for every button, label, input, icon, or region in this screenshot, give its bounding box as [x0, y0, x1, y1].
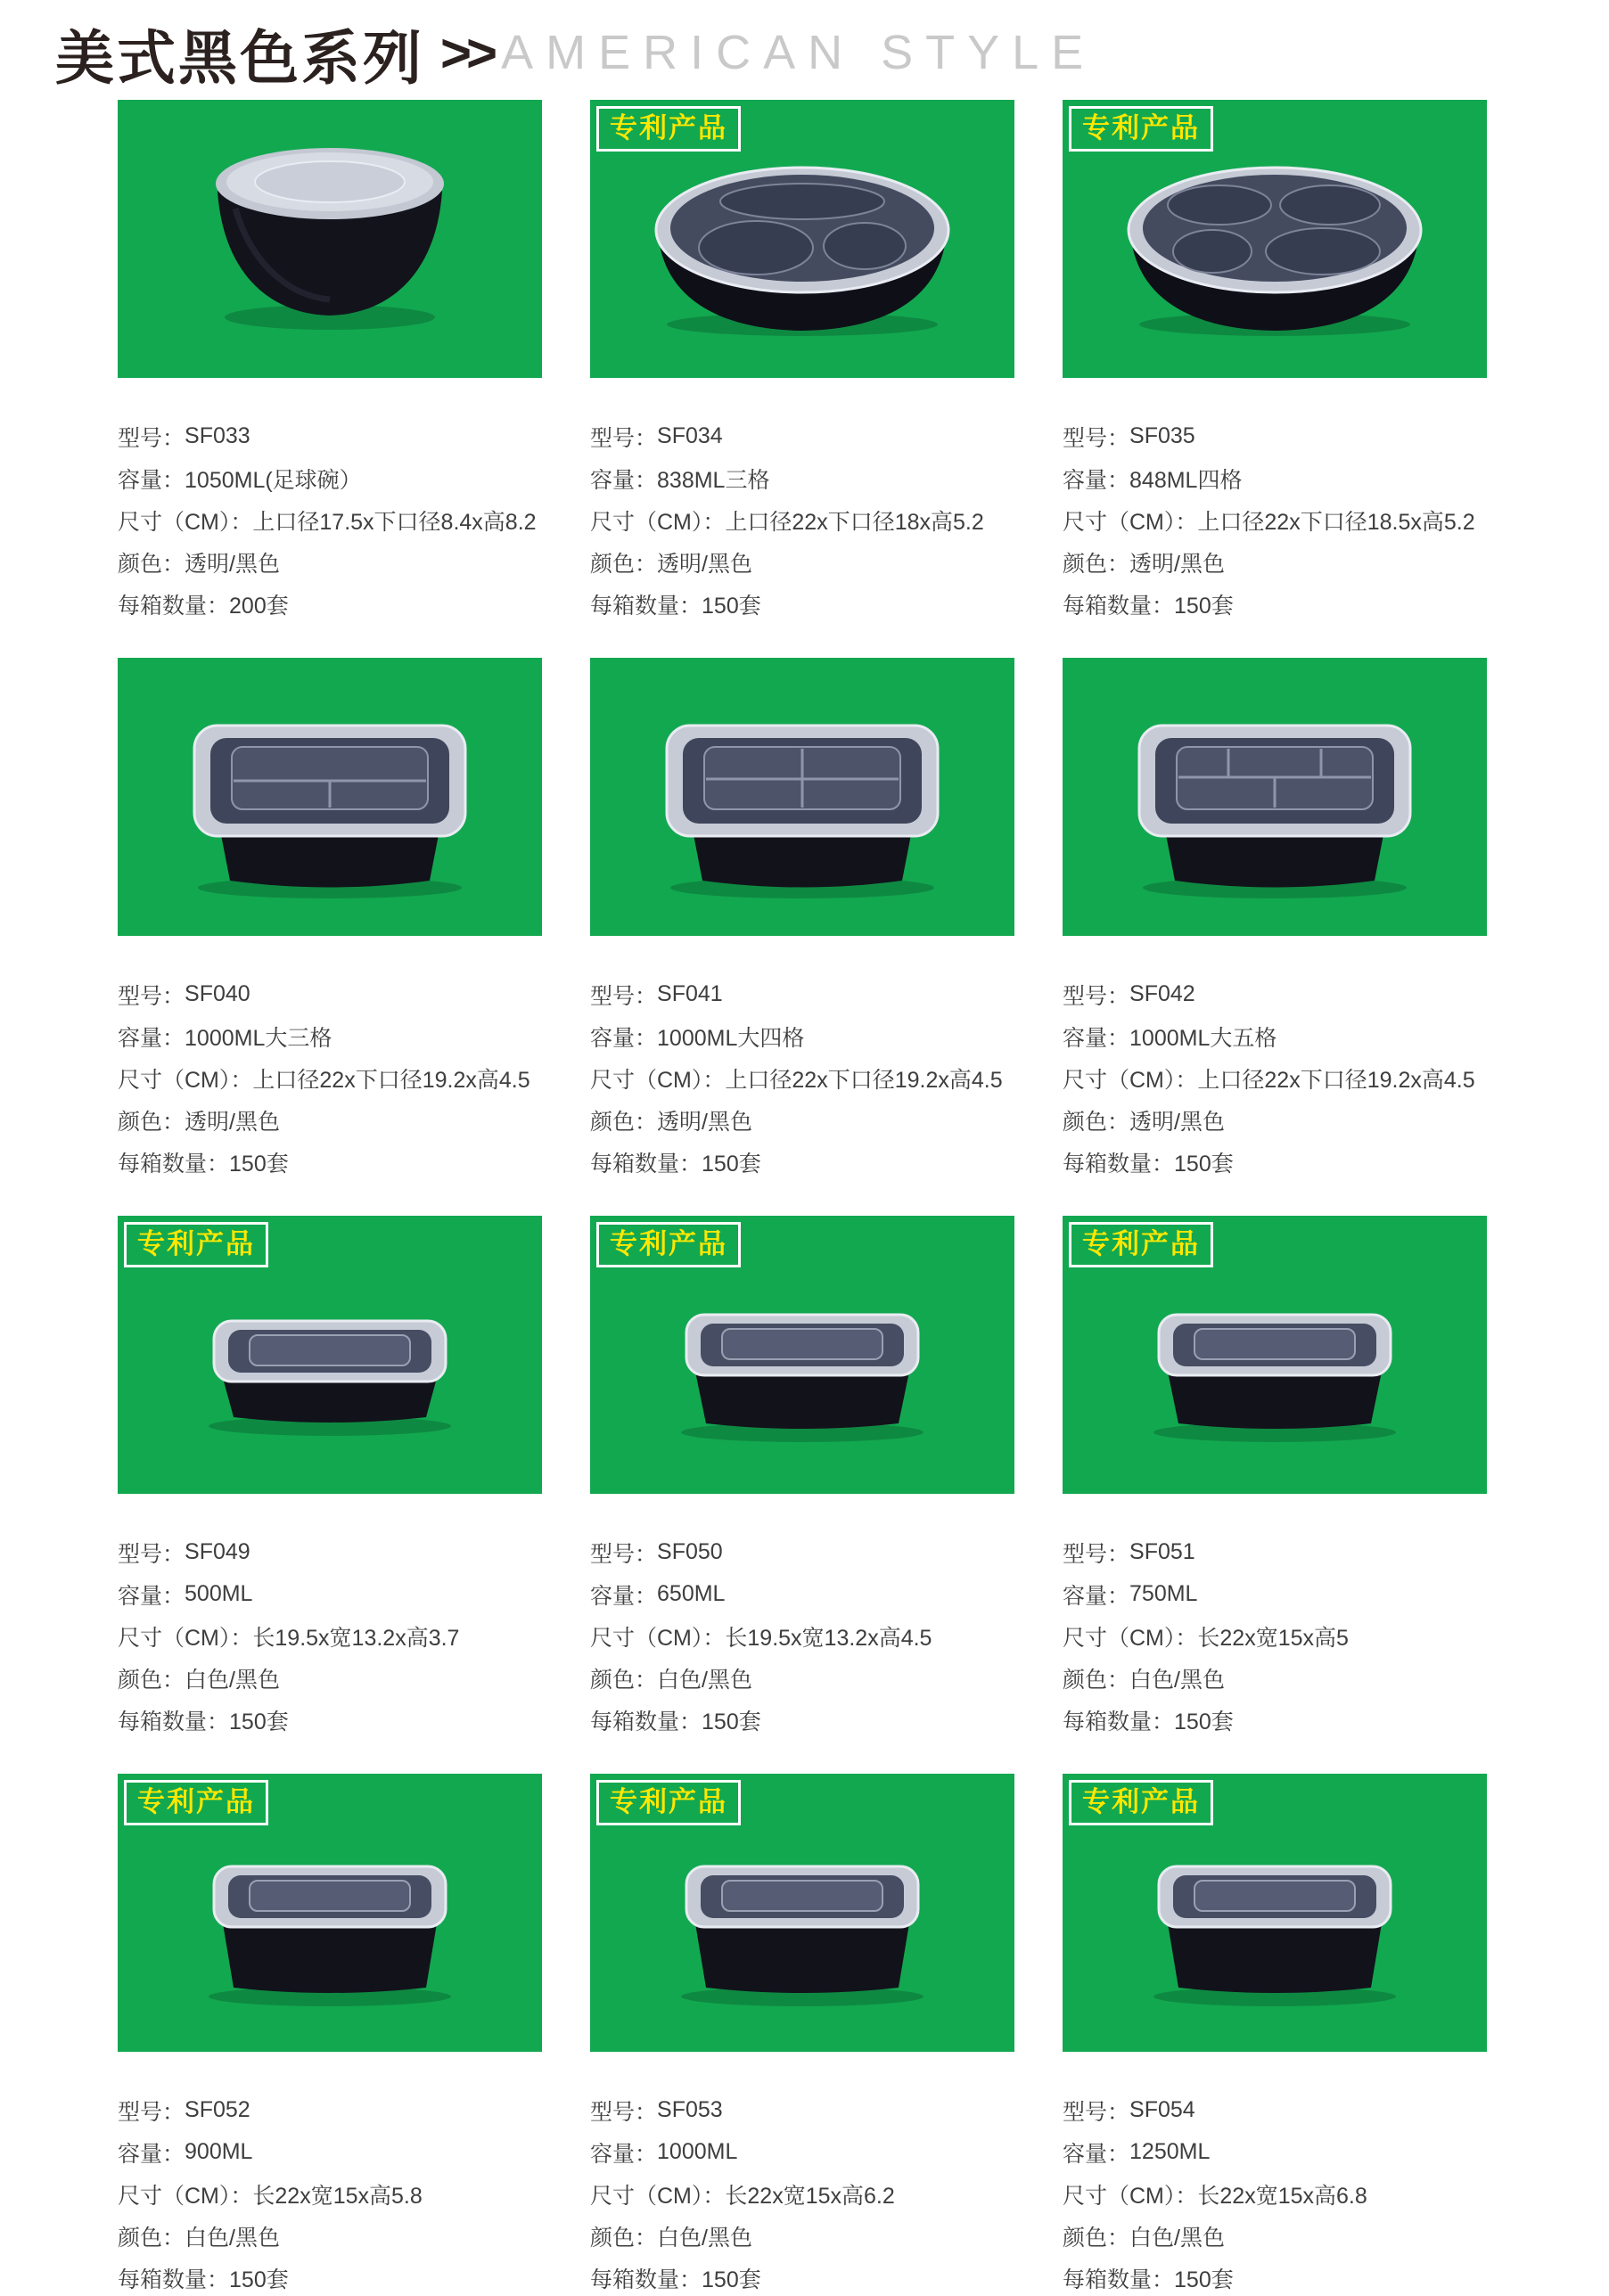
spec-color-value: 透明/黑色	[185, 551, 280, 577]
spec-model-label: 型号：	[590, 425, 658, 451]
spec-list	[118, 1531, 542, 1741]
spec-qty-value: 150套	[229, 2267, 289, 2292]
spec-color-value: 白色/黑色	[657, 1667, 752, 1693]
spec-color-label: 颜色：	[590, 1109, 658, 1135]
spec-color-label: 颜色：	[118, 2225, 185, 2251]
product-card	[118, 1774, 542, 2296]
product-photo-area	[118, 1774, 542, 2052]
spec-qty-label: 每箱数量：	[118, 1151, 230, 1177]
spec-color	[590, 2215, 1014, 2257]
spec-model-value: SF050	[657, 1539, 723, 1564]
product-card	[118, 100, 542, 625]
patent-badge: 专利产品	[596, 1780, 741, 1825]
spec-size	[118, 2173, 542, 2215]
spec-model-label: 型号：	[1063, 983, 1130, 1009]
spec-model-label: 型号：	[590, 983, 658, 1009]
spec-color-value: 透明/黑色	[1129, 1109, 1225, 1135]
spec-model-value: SF035	[1129, 423, 1195, 448]
spec-model-label: 型号：	[118, 425, 185, 451]
spec-size-label: 尺寸（CM）：	[1063, 2183, 1198, 2209]
spec-color-label: 颜色：	[118, 1109, 185, 1135]
spec-capacity-label: 容量：	[118, 2141, 185, 2167]
spec-model-label: 型号：	[118, 2099, 185, 2125]
spec-model	[118, 415, 542, 457]
spec-qty-value: 150套	[1174, 1151, 1234, 1177]
spec-color	[590, 1099, 1014, 1141]
spec-capacity-label: 容量：	[1063, 1025, 1130, 1051]
spec-capacity	[590, 457, 1014, 499]
spec-qty-value: 150套	[702, 2267, 761, 2292]
spec-capacity-value: 900ML	[185, 2139, 253, 2164]
chevrons-icon: >>	[440, 22, 493, 83]
spec-size	[118, 1057, 542, 1099]
spec-size-value: 上口径22x下口径19.2x高4.5	[1197, 1067, 1475, 1093]
spec-capacity	[590, 1015, 1014, 1057]
product-photo-area	[1063, 1774, 1487, 2052]
spec-capacity-value: 838ML三格	[657, 467, 770, 493]
spec-size-value: 上口径17.5x下口径8.4x高8.2	[252, 509, 537, 535]
spec-qty-label: 每箱数量：	[590, 1709, 702, 1734]
spec-qty-label: 每箱数量：	[1063, 593, 1175, 619]
spec-qty	[118, 583, 542, 625]
product-photo-rect-tray-4	[590, 658, 1014, 936]
spec-size	[1063, 1615, 1487, 1657]
product-card	[590, 658, 1014, 1183]
spec-color	[1063, 2215, 1487, 2257]
spec-qty	[118, 1141, 542, 1183]
spec-qty-value: 150套	[702, 1709, 761, 1734]
spec-color-value: 透明/黑色	[1129, 551, 1225, 577]
spec-list	[1063, 2089, 1487, 2296]
spec-list	[590, 2089, 1014, 2296]
spec-size	[590, 1057, 1014, 1099]
spec-capacity-value: 848ML四格	[1129, 467, 1243, 493]
spec-capacity-label: 容量：	[1063, 467, 1130, 493]
spec-qty-label: 每箱数量：	[590, 2267, 702, 2292]
spec-qty-label: 每箱数量：	[590, 593, 702, 619]
spec-color-label: 颜色：	[1063, 1109, 1130, 1135]
spec-list	[1063, 1531, 1487, 1741]
spec-size	[590, 1615, 1014, 1657]
spec-list	[118, 415, 542, 625]
spec-capacity-label: 容量：	[590, 1025, 658, 1051]
spec-model	[118, 1531, 542, 1573]
spec-capacity	[1063, 457, 1487, 499]
spec-capacity	[590, 2131, 1014, 2173]
spec-color-label: 颜色：	[590, 551, 658, 577]
spec-qty-value: 150套	[229, 1151, 289, 1177]
spec-size	[1063, 499, 1487, 541]
spec-color	[590, 1657, 1014, 1699]
spec-color-label: 颜色：	[1063, 2225, 1130, 2251]
spec-model-value: SF042	[1129, 981, 1195, 1006]
spec-color-label: 颜色：	[1063, 1667, 1130, 1693]
product-grid	[0, 100, 1609, 2296]
spec-size-label: 尺寸（CM）：	[1063, 1625, 1198, 1651]
spec-capacity-label: 容量：	[590, 2141, 658, 2167]
patent-badge: 专利产品	[596, 106, 741, 152]
spec-size-value: 上口径22x下口径18x高5.2	[725, 509, 984, 535]
spec-qty-value: 150套	[702, 1151, 761, 1177]
spec-qty	[590, 1141, 1014, 1183]
spec-qty	[590, 583, 1014, 625]
spec-capacity	[1063, 2131, 1487, 2173]
spec-size	[118, 499, 542, 541]
patent-badge: 专利产品	[1069, 1222, 1213, 1267]
spec-size-label: 尺寸（CM）：	[590, 1067, 726, 1093]
spec-qty-label: 每箱数量：	[118, 593, 230, 619]
spec-color	[1063, 1099, 1487, 1141]
spec-model	[590, 1531, 1014, 1573]
spec-qty-label: 每箱数量：	[590, 1151, 702, 1177]
spec-color-value: 白色/黑色	[1129, 1667, 1225, 1693]
spec-list	[590, 1531, 1014, 1741]
spec-size-value: 长22x宽15x高5	[1197, 1625, 1349, 1651]
spec-model-value: SF053	[657, 2097, 723, 2122]
product-card	[1063, 1774, 1487, 2296]
spec-model	[1063, 973, 1487, 1015]
product-card	[118, 658, 542, 1183]
spec-capacity-value: 1250ML	[1129, 2139, 1211, 2164]
spec-model-value: SF034	[657, 423, 723, 448]
product-card	[1063, 100, 1487, 625]
spec-qty	[1063, 583, 1487, 625]
spec-size-value: 长22x宽15x高6.2	[725, 2183, 895, 2209]
spec-color-label: 颜色：	[590, 1667, 658, 1693]
spec-model-label: 型号：	[118, 983, 185, 1009]
spec-model-label: 型号：	[1063, 2099, 1130, 2125]
patent-badge: 专利产品	[1069, 106, 1213, 152]
page-subtitle-english: AMERICAN STYLE	[501, 26, 1096, 79]
spec-qty	[118, 1699, 542, 1741]
spec-qty	[1063, 1141, 1487, 1183]
page-title: 美式黑色系列	[55, 24, 424, 91]
product-photo-area	[1063, 100, 1487, 378]
spec-list	[590, 973, 1014, 1183]
product-card	[590, 100, 1014, 625]
product-photo-area	[590, 1216, 1014, 1494]
spec-size-value: 长19.5x宽13.2x高4.5	[725, 1625, 932, 1651]
spec-color-value: 白色/黑色	[185, 2225, 280, 2251]
spec-capacity	[590, 1573, 1014, 1615]
spec-capacity-label: 容量：	[1063, 1583, 1130, 1609]
spec-capacity-label: 容量：	[590, 1583, 658, 1609]
spec-size-value: 长22x宽15x高6.8	[1197, 2183, 1367, 2209]
spec-qty-label: 每箱数量：	[1063, 1709, 1175, 1734]
spec-qty-value: 150套	[229, 1709, 289, 1734]
spec-size-label: 尺寸（CM）：	[1063, 509, 1198, 535]
spec-qty-value: 200套	[229, 593, 289, 619]
spec-size-value: 长19.5x宽13.2x高3.7	[252, 1625, 460, 1651]
spec-capacity-label: 容量：	[118, 1025, 185, 1051]
spec-qty-value: 150套	[1174, 1709, 1234, 1734]
spec-size-label: 尺寸（CM）：	[118, 2183, 253, 2209]
spec-model-label: 型号：	[590, 1541, 658, 1567]
spec-color	[118, 1099, 542, 1141]
spec-list	[590, 415, 1014, 625]
spec-size-label: 尺寸（CM）：	[118, 1625, 253, 1651]
spec-capacity-label: 容量：	[590, 467, 658, 493]
spec-size	[590, 2173, 1014, 2215]
spec-color	[118, 2215, 542, 2257]
spec-capacity-label: 容量：	[118, 1583, 185, 1609]
spec-color-label: 颜色：	[118, 1667, 185, 1693]
product-photo-area	[590, 1774, 1014, 2052]
spec-qty	[118, 2257, 542, 2296]
spec-list	[1063, 973, 1487, 1183]
spec-color	[1063, 1657, 1487, 1699]
spec-size	[1063, 2173, 1487, 2215]
spec-model-label: 型号：	[590, 2099, 658, 2125]
spec-qty-label: 每箱数量：	[118, 1709, 230, 1734]
spec-size-value: 上口径22x下口径18.5x高5.2	[1197, 509, 1475, 535]
patent-badge: 专利产品	[124, 1780, 268, 1825]
product-card	[590, 1774, 1014, 2296]
product-photo-area	[118, 658, 542, 936]
spec-size-label: 尺寸（CM）：	[1063, 1067, 1198, 1093]
spec-model-label: 型号：	[1063, 1541, 1130, 1567]
patent-badge: 专利产品	[1069, 1780, 1213, 1825]
spec-capacity	[118, 1573, 542, 1615]
spec-model-value: SF041	[657, 981, 723, 1006]
spec-model-value: SF033	[185, 423, 250, 448]
spec-size-label: 尺寸（CM）：	[118, 509, 253, 535]
spec-model	[1063, 2089, 1487, 2131]
spec-qty	[590, 1699, 1014, 1741]
spec-size-label: 尺寸（CM）：	[118, 1067, 253, 1093]
spec-size	[118, 1615, 542, 1657]
spec-capacity-value: 650ML	[657, 1581, 726, 1606]
spec-list	[118, 973, 542, 1183]
product-card	[1063, 658, 1487, 1183]
product-card	[1063, 1216, 1487, 1741]
spec-capacity-value: 1000ML大三格	[185, 1025, 332, 1051]
spec-qty	[1063, 1699, 1487, 1741]
spec-capacity-value: 1000ML大四格	[657, 1025, 805, 1051]
spec-color	[590, 541, 1014, 583]
product-photo-area	[1063, 1216, 1487, 1494]
spec-size	[590, 499, 1014, 541]
product-card	[118, 1216, 542, 1741]
spec-capacity	[118, 1015, 542, 1057]
spec-capacity-value: 1000ML大五格	[1129, 1025, 1277, 1051]
product-photo-area	[590, 100, 1014, 378]
spec-qty-label: 每箱数量：	[1063, 1151, 1175, 1177]
spec-color-value: 透明/黑色	[657, 551, 752, 577]
spec-capacity	[118, 2131, 542, 2173]
page-header	[0, 0, 1609, 100]
spec-model	[1063, 415, 1487, 457]
spec-capacity-value: 1050ML(足球碗）	[185, 467, 362, 493]
product-card	[590, 1216, 1014, 1741]
spec-color-value: 白色/黑色	[185, 1667, 280, 1693]
spec-model	[590, 2089, 1014, 2131]
spec-capacity	[1063, 1015, 1487, 1057]
spec-list	[1063, 415, 1487, 625]
product-photo-round-bowl	[118, 100, 542, 378]
spec-model-value: SF052	[185, 2097, 250, 2122]
spec-color-value: 透明/黑色	[185, 1109, 280, 1135]
spec-size	[1063, 1057, 1487, 1099]
spec-qty	[590, 2257, 1014, 2296]
spec-model	[118, 973, 542, 1015]
spec-color	[118, 1657, 542, 1699]
product-photo-area	[590, 658, 1014, 936]
product-photo-area	[1063, 658, 1487, 936]
spec-qty-value: 150套	[702, 593, 761, 619]
spec-model	[590, 973, 1014, 1015]
product-photo-area	[118, 100, 542, 378]
spec-capacity-value: 500ML	[185, 1581, 253, 1606]
spec-qty-label: 每箱数量：	[1063, 2267, 1175, 2292]
spec-model	[118, 2089, 542, 2131]
spec-model-value: SF051	[1129, 1539, 1195, 1564]
spec-color-label: 颜色：	[1063, 551, 1130, 577]
patent-badge: 专利产品	[596, 1222, 741, 1267]
spec-color-value: 白色/黑色	[1129, 2225, 1225, 2251]
spec-model	[1063, 1531, 1487, 1573]
spec-qty-value: 150套	[1174, 2267, 1234, 2292]
spec-qty	[1063, 2257, 1487, 2296]
spec-color	[118, 541, 542, 583]
product-photo-rect-tray-3	[118, 658, 542, 936]
spec-capacity-value: 1000ML	[657, 2139, 738, 2164]
product-photo-area	[118, 1216, 542, 1494]
spec-color-label: 颜色：	[118, 551, 185, 577]
spec-color-value: 透明/黑色	[657, 1109, 752, 1135]
spec-model-value: SF049	[185, 1539, 250, 1564]
spec-size-value: 上口径22x下口径19.2x高4.5	[725, 1067, 1003, 1093]
spec-capacity-value: 750ML	[1129, 1581, 1198, 1606]
spec-model-value: SF040	[185, 981, 250, 1006]
spec-qty-label: 每箱数量：	[118, 2267, 230, 2292]
spec-size-label: 尺寸（CM）：	[590, 2183, 726, 2209]
product-photo-rect-tray-5	[1063, 658, 1487, 936]
spec-capacity	[118, 457, 542, 499]
spec-model-label: 型号：	[118, 1541, 185, 1567]
spec-capacity-label: 容量：	[1063, 2141, 1130, 2167]
spec-size-value: 长22x宽15x高5.8	[252, 2183, 423, 2209]
spec-size-label: 尺寸（CM）：	[590, 1625, 726, 1651]
spec-list	[118, 2089, 542, 2296]
patent-badge: 专利产品	[124, 1222, 268, 1267]
spec-color-label: 颜色：	[590, 2225, 658, 2251]
spec-color	[1063, 541, 1487, 583]
spec-size-value: 上口径22x下口径19.2x高4.5	[252, 1067, 530, 1093]
spec-qty-value: 150套	[1174, 593, 1234, 619]
spec-color-value: 白色/黑色	[657, 2225, 752, 2251]
spec-capacity-label: 容量：	[118, 467, 185, 493]
spec-capacity	[1063, 1573, 1487, 1615]
spec-model-label: 型号：	[1063, 425, 1130, 451]
spec-model	[590, 415, 1014, 457]
spec-size-label: 尺寸（CM）：	[590, 509, 726, 535]
spec-model-value: SF054	[1129, 2097, 1195, 2122]
